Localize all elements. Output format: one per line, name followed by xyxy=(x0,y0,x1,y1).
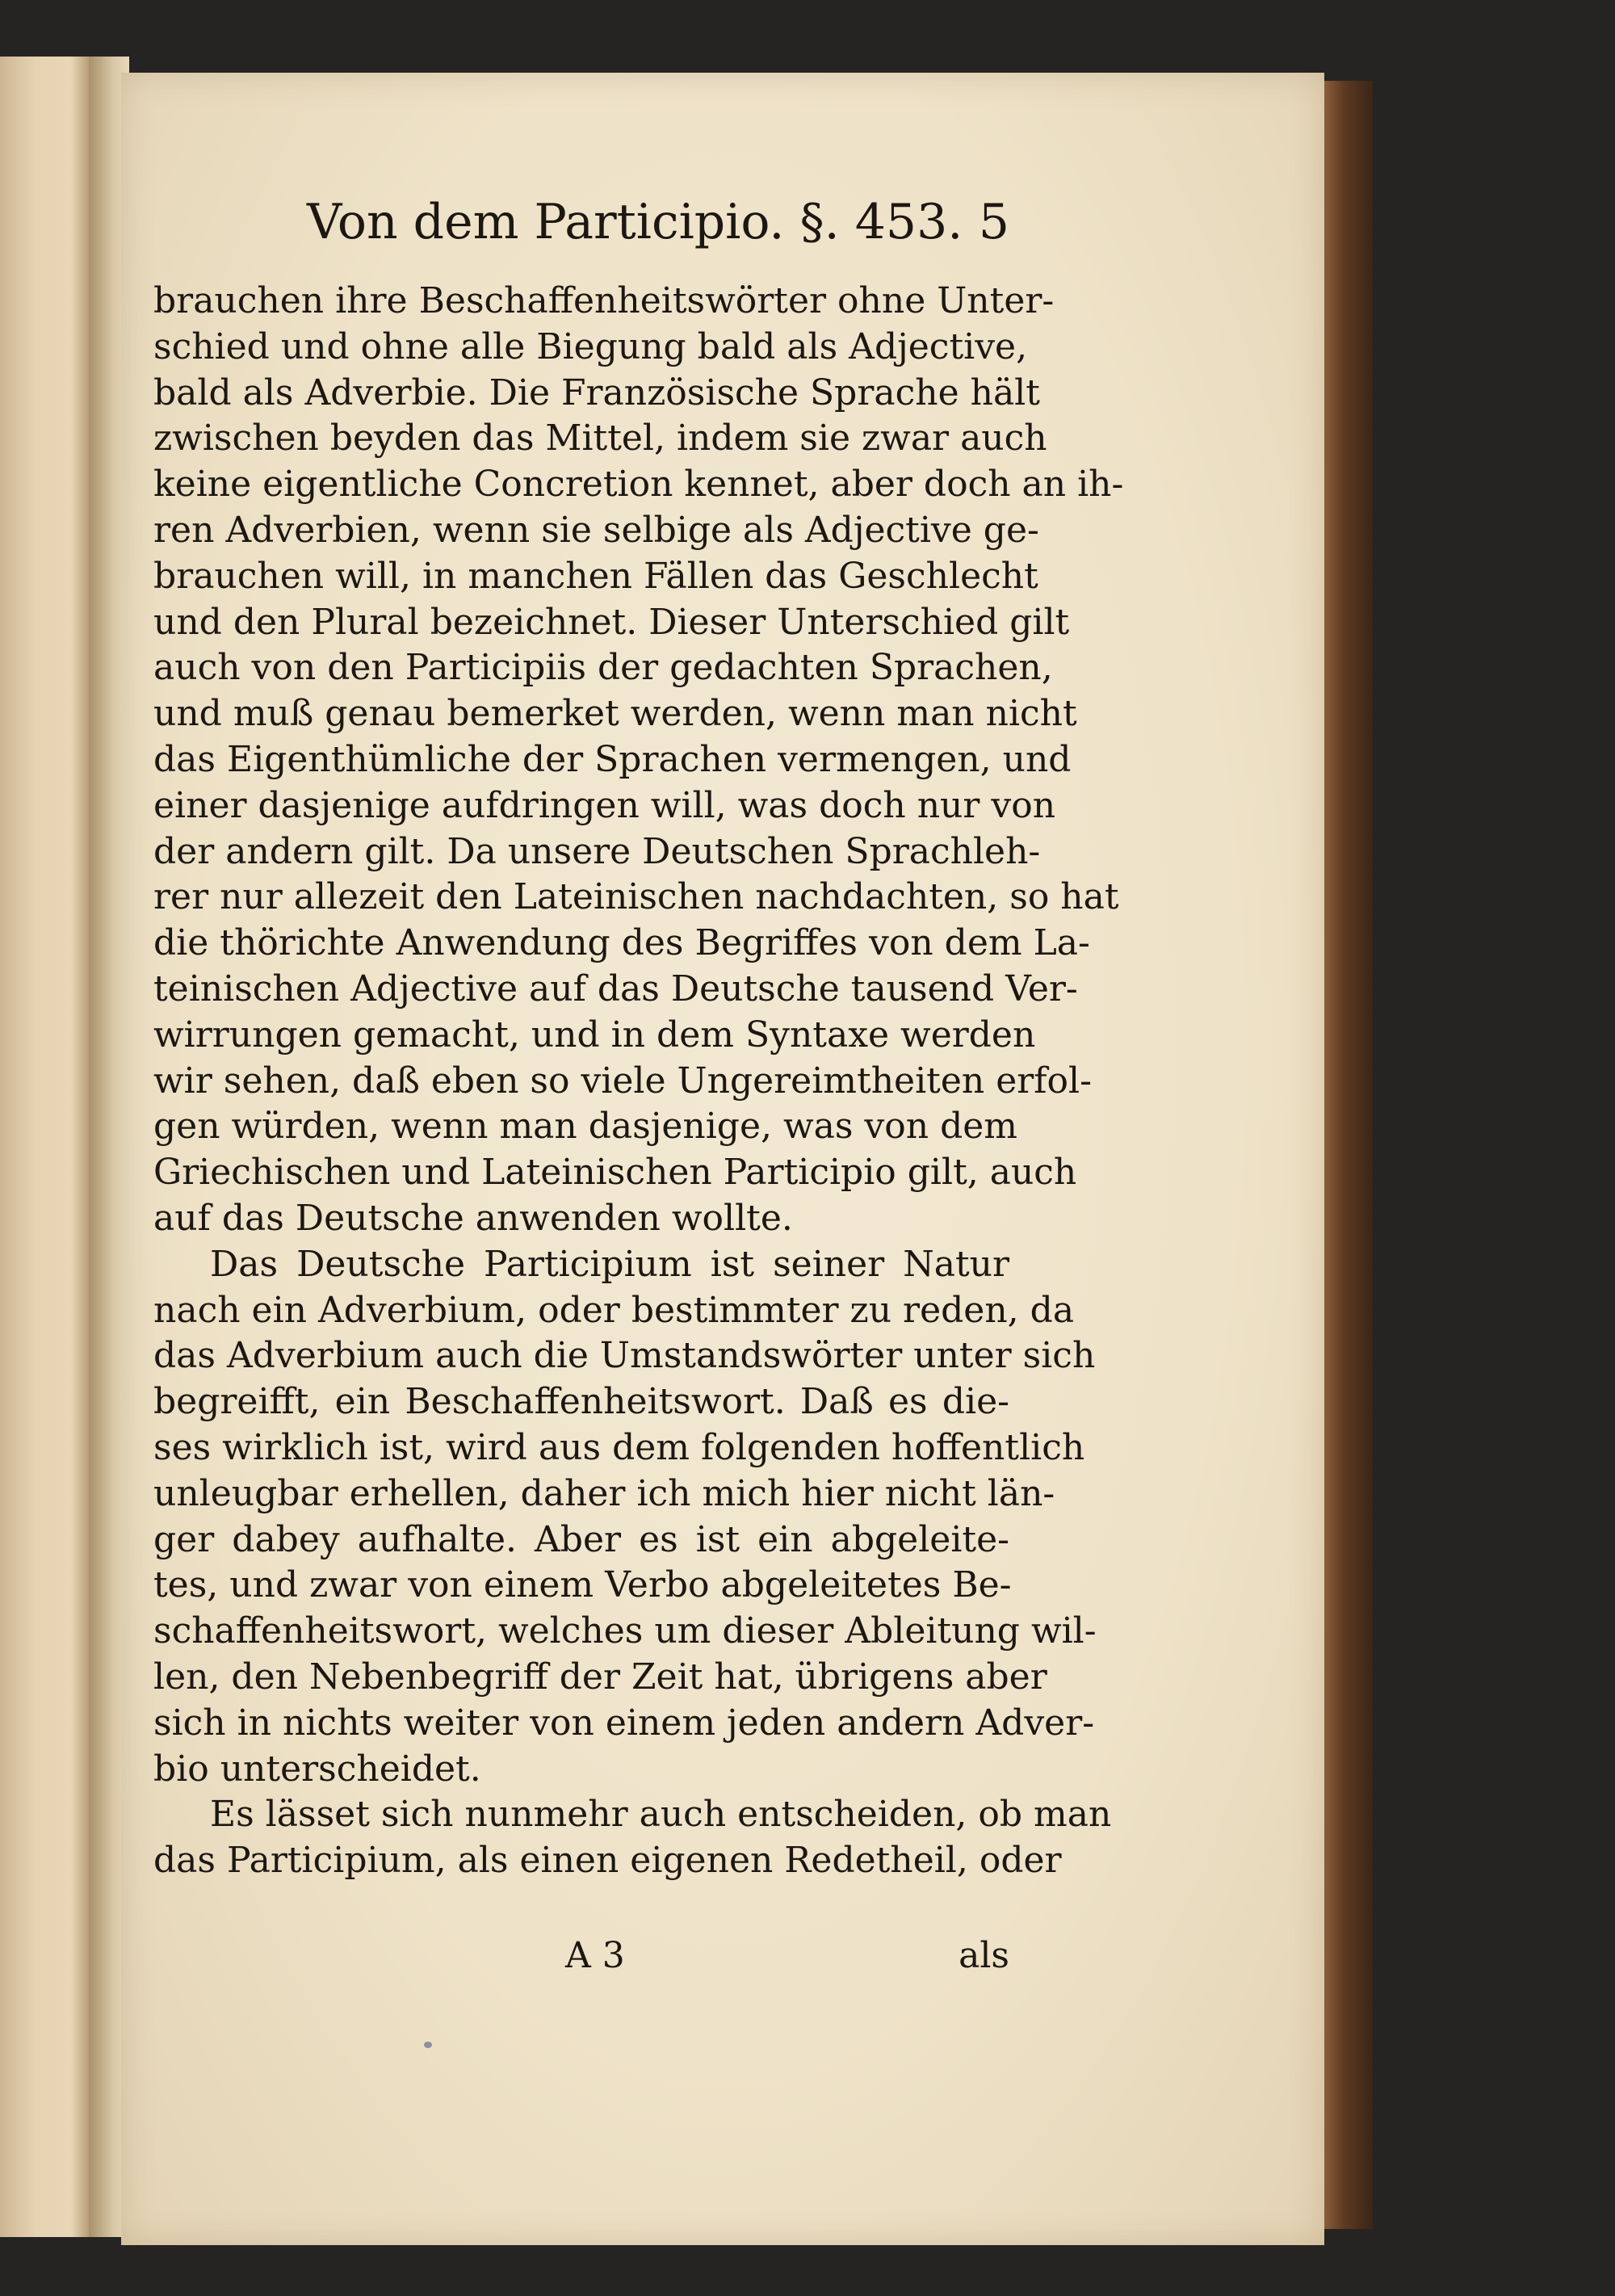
paragraph-end-line: auf das Deutsche anwenden wollte. xyxy=(153,1197,793,1239)
text-line: nach ein Adverbium, oder bestimmter zu reden, da xyxy=(153,1289,1075,1331)
text-line: das Adverbium auch die Umstandswörter unter sich xyxy=(153,1335,1096,1377)
text-line: brauchen ihre Beschaffenheitswörter ohne Unter- xyxy=(153,280,1055,321)
paragraph-start-line: Das Deutsche Participium ist seiner Natur xyxy=(210,1243,1009,1285)
text-line: gen würden, wenn man dasjenige, was von dem xyxy=(153,1106,1018,1148)
text-line: wirrungen gemacht, und in dem Syntaxe werden xyxy=(153,1014,1036,1056)
text-line: das Eigenthümliche der Sprachen vermengen, und xyxy=(153,738,1072,780)
paragraph-end-line: bio unterscheidet. xyxy=(153,1748,481,1790)
text-line: und muß genau bemerket werden, wenn man nicht xyxy=(153,693,1077,735)
text-line: ger dabey aufhalte. Aber es ist ein abgeleite- xyxy=(153,1518,1009,1560)
page-header xyxy=(307,194,1009,267)
text-line: keine eigentliche Concretion kennet, aber doch an ih- xyxy=(153,464,1124,506)
text-line: wir sehen, daß eben so viele Ungereimtheiten erfol- xyxy=(153,1060,1092,1102)
body-text xyxy=(153,279,1124,1884)
text-line: teinischen Adjective auf das Deutsche tausend Ver- xyxy=(153,968,1078,1009)
text-line: begreifft, ein Beschaffenheitswort. Daß es die- xyxy=(153,1381,1009,1423)
text-line: bald als Adverbie. Die Französische Sprache hält xyxy=(153,371,1040,413)
catchword: als xyxy=(959,1935,1009,1976)
paragraph-start-line: Es lässet sich nunmehr auch entscheiden, ob man xyxy=(210,1794,1112,1836)
text-line: len, den Nebenbegriff der Zeit hat, übrigens aber xyxy=(153,1656,1047,1698)
page-footer xyxy=(153,1935,1009,1983)
text-line: tes, und zwar von einem Verbo abgeleitetes Be- xyxy=(153,1564,1012,1606)
text-line: schaffenheitswort, welches um dieser Ableitung wil- xyxy=(153,1610,1097,1652)
text-line: brauchen will, in manchen Fällen das Geschlecht xyxy=(153,555,1038,597)
text-line: ses wirklich ist, wird aus dem folgenden hoffentlich xyxy=(153,1426,1085,1468)
facing-page-edge xyxy=(0,57,89,2237)
text-line: die thörichte Anwendung des Begriffes von dem La- xyxy=(153,922,1090,964)
text-line: einer dasjenige aufdringen will, was doch nur von xyxy=(153,784,1056,826)
text-line: ren Adverbien, wenn sie selbige als Adjective ge- xyxy=(153,509,1039,551)
running-title: Von dem Participio. §. 453. xyxy=(307,194,963,250)
text-line: sich in nichts weiter von einem jeden andern Adver- xyxy=(153,1702,1095,1744)
text-line: auch von den Participiis der gedachten Sprachen, xyxy=(153,647,1053,689)
signature-mark: A 3 xyxy=(565,1935,625,1976)
text-line: schied und ohne alle Biegung bald als Adjective, xyxy=(153,325,1028,367)
paper-speck xyxy=(424,2042,432,2048)
text-line: das Participium, als einen eigenen Redetheil, oder xyxy=(153,1840,1062,1882)
text-line: und den Plural bezeichnet. Dieser Unterschied gilt xyxy=(153,601,1070,643)
text-line: Griechischen und Lateinischen Participio gilt, auch xyxy=(153,1152,1077,1194)
page-number: 5 xyxy=(978,194,1009,250)
text-line: rer nur allezeit den Lateinischen nachdachten, so hat xyxy=(153,876,1119,918)
text-line: der andern gilt. Da unsere Deutschen Sprachleh- xyxy=(153,830,1041,872)
leather-cover-edge xyxy=(1324,81,1373,2229)
text-line: zwischen beyden das Mittel, indem sie zwar auch xyxy=(153,418,1047,460)
text-line: unleugbar erhellen, daher ich mich hier nicht län- xyxy=(153,1472,1055,1514)
